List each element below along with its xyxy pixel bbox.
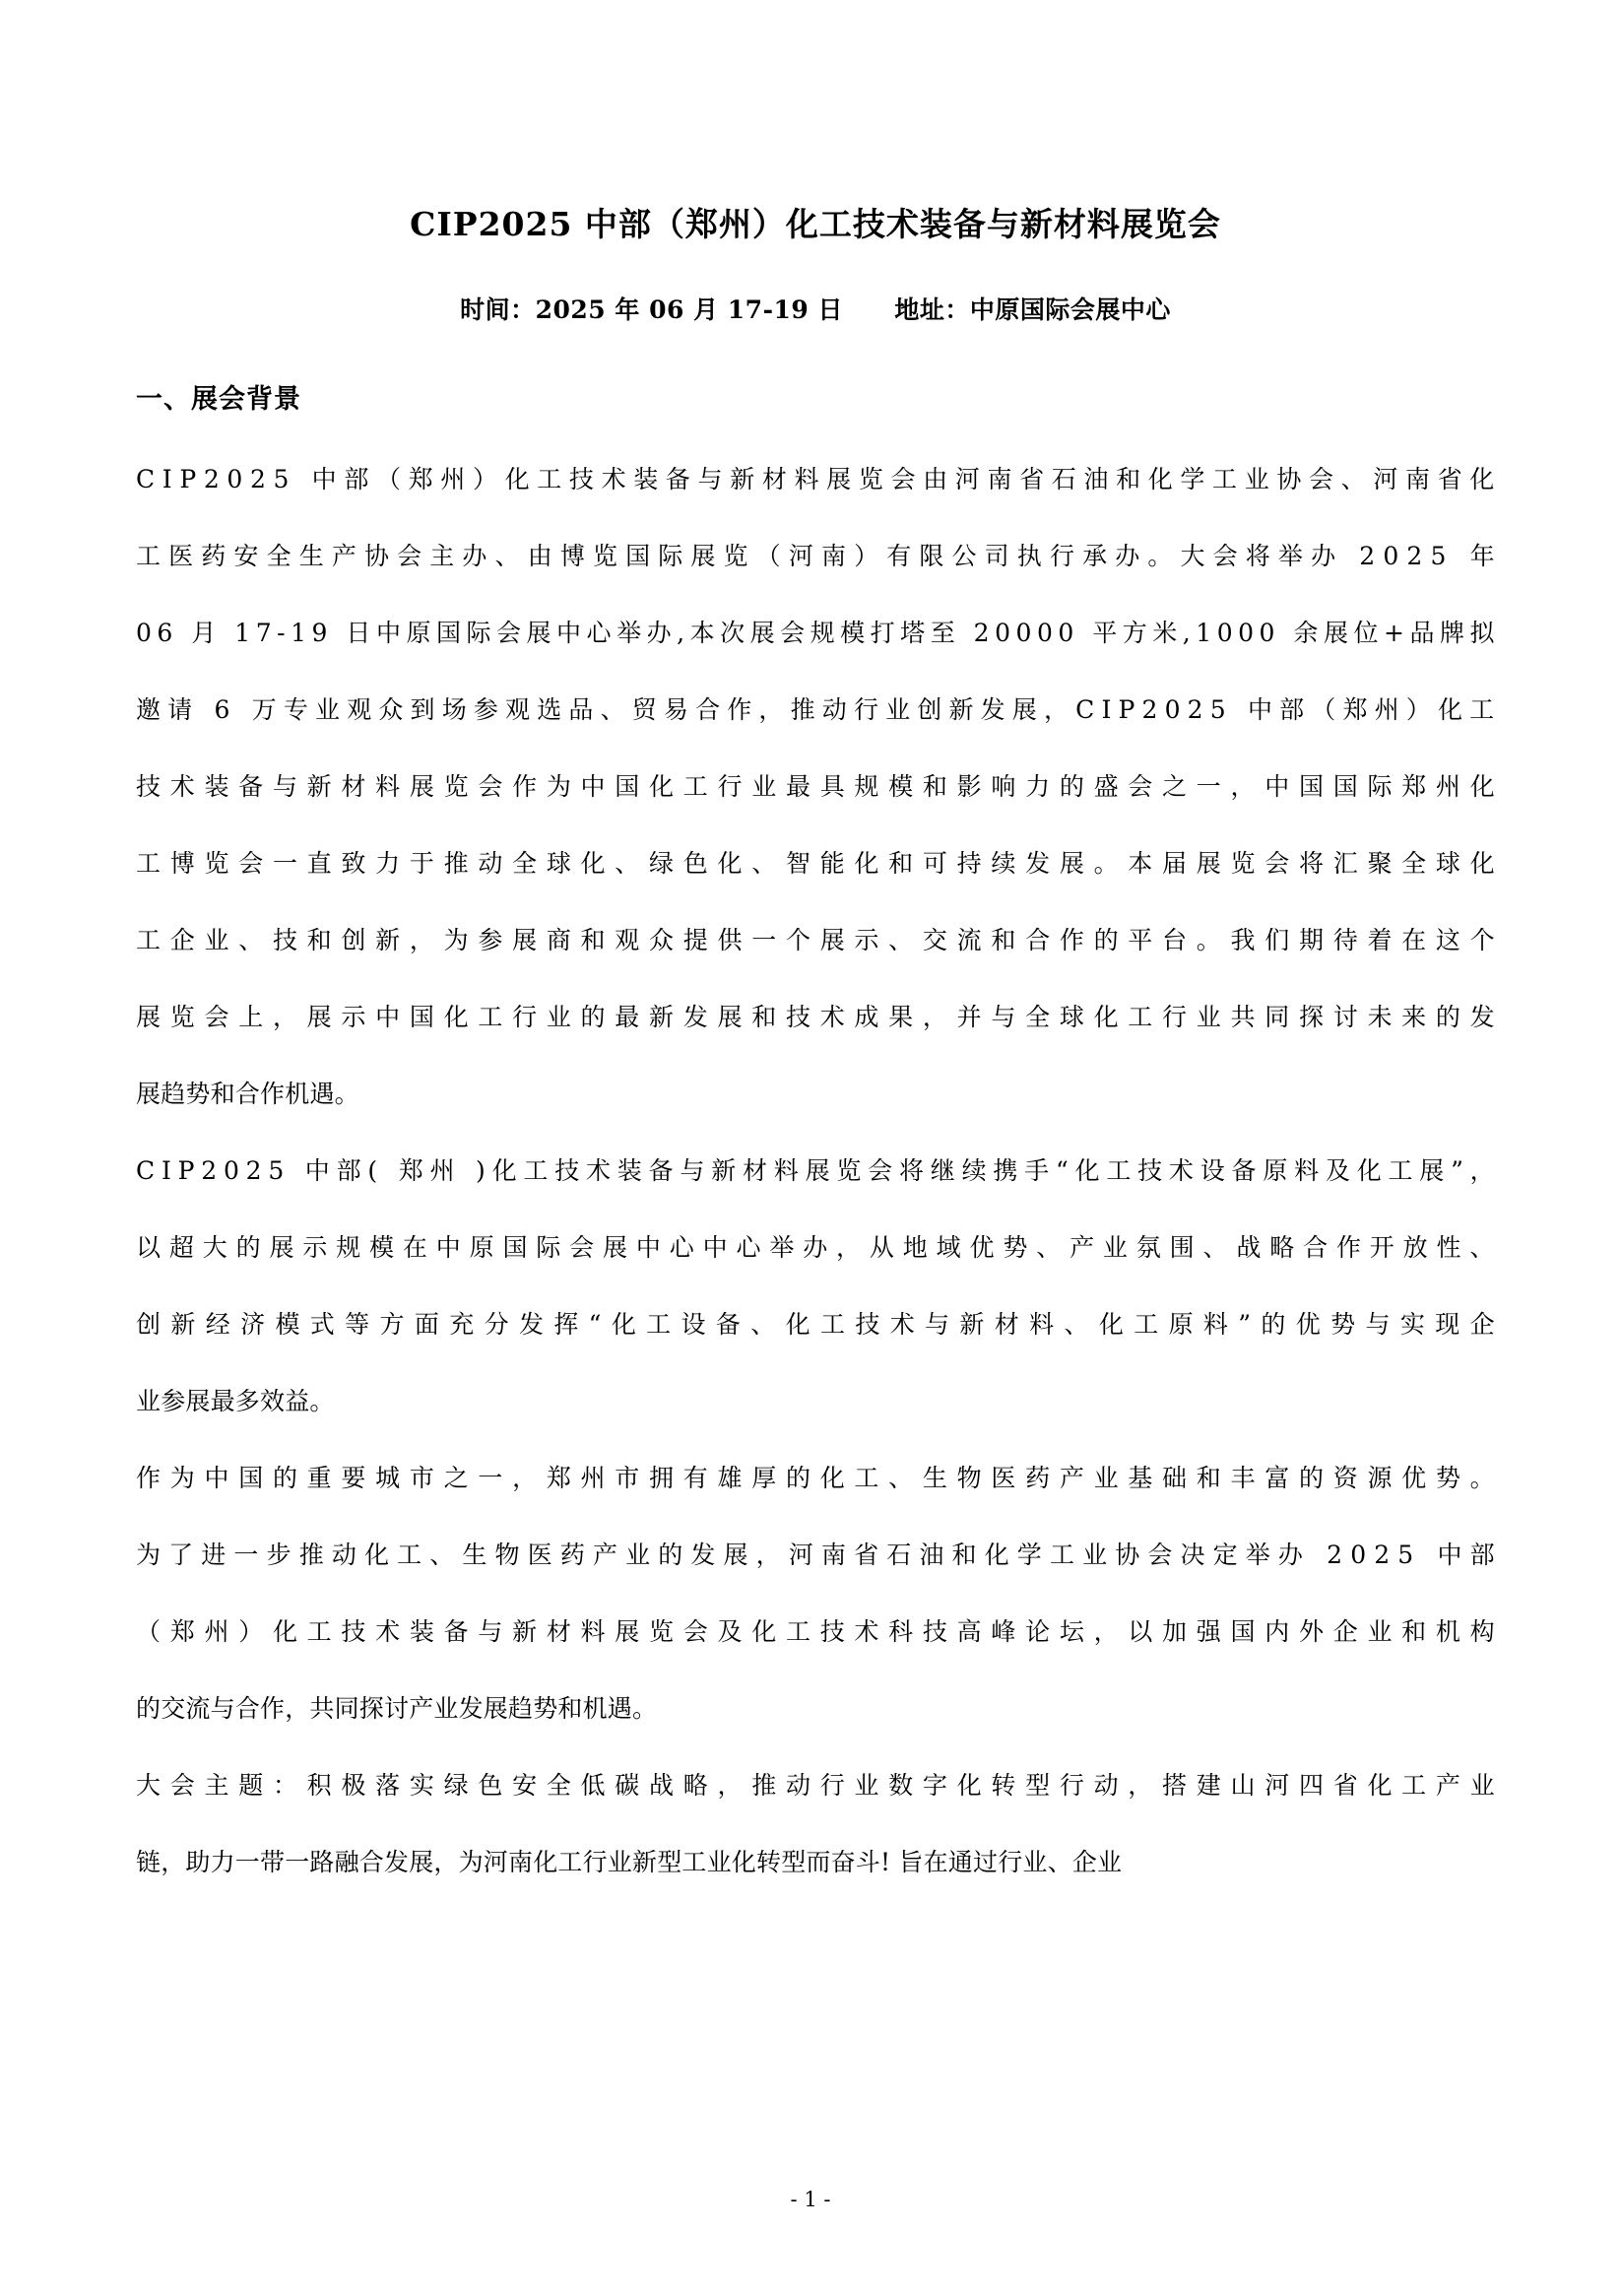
event-venue: 地址：中原国际会展中心	[894, 295, 1171, 324]
paragraph-line: 技 术 装 备 与 新 材 料 展 览 会 作 为 中 国 化 工 行 业 最 具 规 模 和 影 响 力 的 盛 会 之 一 ， 中 国 国 际 郑 州 化	[136, 771, 1495, 801]
background-para-4	[136, 1747, 1495, 1901]
paragraph-line: 展 览 会 上 ， 展 示 中 国 化 工 行 业 的 最 新 发 展 和 技 术 成 果 ， 并 与 全 球 化 工 行 业 共 同 探 讨 未 来 的 发	[136, 1002, 1495, 1031]
paragraph-line: 链，助力一带一路融合发展，为河南化工行业新型工业化转型而奋斗! 旨在通过行业、企业	[136, 1847, 1123, 1876]
event-time: 时间：2025 年 06 月 17-19 日	[460, 295, 843, 324]
page-content	[136, 0, 1495, 1901]
page-title: CIP2025 中部（郑州）化工技术装备与新材料展览会	[410, 205, 1221, 243]
paragraph-line: 邀 请 6 万 专 业 观 众 到 场 参 观 选 品 、 贸 易 合 作 ， 推 动 行 业 创 新 发 展 ， C I P 2 0 2 5 中 部 （ 郑 州 ） 化 工	[136, 694, 1495, 724]
paragraph-line: 工 博 览 会 一 直 致 力 于 推 动 全 球 化 、 绿 色 化 、 智 能 化 和 可 持 续 发 展 。 本 届 展 览 会 将 汇 聚 全 球 化	[136, 848, 1495, 878]
paragraph-line: C I P 2 0 2 5 中 部 （ 郑 州 ） 化 工 技 术 装 备 与 新 材 料 展 览 会 由 河 南 省 石 油 和 化 学 工 业 协 会 、 河 南 省 化	[136, 464, 1495, 493]
body-paragraphs	[136, 416, 1495, 1901]
paragraph-line: 业参展最多效益。	[136, 1386, 335, 1415]
paragraph-line: 0 6 月 1 7 - 1 9 日 中 原 国 际 会 展 中 心 举 办 , 本 次 展 会 规 模 打 塔 至 2 0 0 0 0 平 方 米 , 1 0 0 0 余 展 位 + 品 牌 拟	[136, 618, 1495, 647]
paragraph-line: 大 会 主 题 ： 积 极 落 实 绿 色 安 全 低 碳 战 略 ， 推 动 行 业 数 字 化 转 型 行 动 ， 搭 建 山 河 四 省 化 工 产 业	[136, 1770, 1495, 1800]
background-para-3	[136, 1440, 1495, 1747]
page-number-footer: - 1 -	[790, 2188, 831, 2211]
paragraph-line: 的交流与合作，共同探讨产业发展趋势和机遇。	[136, 1693, 658, 1723]
paragraph-line: 为 了 进 一 步 推 动 化 工 、 生 物 医 药 产 业 的 发 展 ， 河 南 省 石 油 和 化 学 工 业 协 会 决 定 举 办 2 0 2 5 中 部	[136, 1540, 1495, 1569]
paragraph-line: 工 医 药 安 全 生 产 协 会 主 办 、 由 博 览 国 际 展 览 （ 河 南 ） 有 限 公 司 执 行 承 办 。 大 会 将 举 办 2 0 2 5 年	[136, 541, 1495, 570]
paragraph-line: 工 企 业 、 技 和 创 新 ， 为 参 展 商 和 观 众 提 供 一 个 展 示 、 交 流 和 合 作 的 平 台 。 我 们 期 待 着 在 这 个	[136, 925, 1495, 954]
paragraph-line: 以 超 大 的 展 示 规 模 在 中 原 国 际 会 展 中 心 中 心 举 办 ， 从 地 域 优 势 、 产 业 氛 围 、 战 略 合 作 开 放 性 、	[136, 1232, 1495, 1262]
section-heading-background: 一、展会背景	[136, 383, 301, 415]
paragraph-line: 展趋势和合作机遇。	[136, 1079, 359, 1108]
paragraph-line: 创 新 经 济 模 式 等 方 面 充 分 发 挥 “ 化 工 设 备 、 化 工 技 术 与 新 材 料 、 化 工 原 料 ” 的 优 势 与 实 现 企	[136, 1309, 1495, 1339]
event-meta-line	[136, 247, 1495, 326]
background-para-1	[136, 416, 1495, 1133]
paragraph-line: 作 为 中 国 的 重 要 城 市 之 一 ， 郑 州 市 拥 有 雄 厚 的 化 工 、 生 物 医 药 产 业 基 础 和 丰 富 的 资 源 优 势 。	[136, 1463, 1495, 1492]
paragraph-line: C I P 2 0 2 5 中 部 ( 郑 州 ) 化 工 技 术 装 备 与 新 材 料 展 览 会 将 继 续 携 手 “ 化 工 技 术 设 备 原 料 及 化 工 展 ” ，	[136, 1155, 1495, 1185]
background-para-2	[136, 1133, 1495, 1440]
paragraph-line: （ 郑 州 ） 化 工 技 术 装 备 与 新 材 料 展 览 会 及 化 工 技 术 科 技 高 峰 论 坛 ， 以 加 强 国 内 外 企 业 和 机 构	[136, 1616, 1495, 1646]
